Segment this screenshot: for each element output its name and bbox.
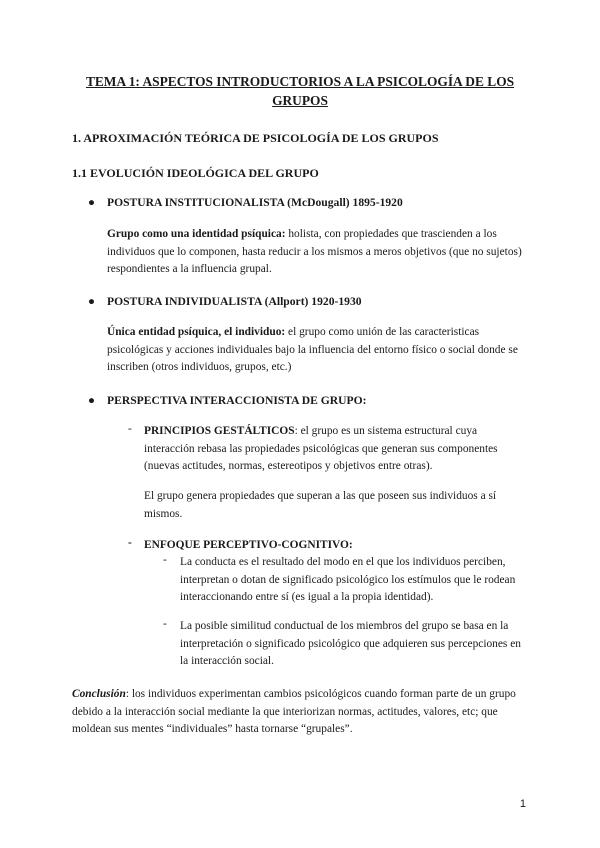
bullet-postura-institucionalista	[88, 196, 403, 209]
document-title: TEMA 1: ASPECTOS INTRODUCTORIOS A LA PSICOLOGÍA DE LOS GRUPOS	[85, 74, 515, 108]
conclusion-lead: Conclusión	[72, 688, 126, 700]
conclusion-text: : los individuos experimentan cambios psicológicos cuando forman parte de un grupo debido a la interacción social mediante la que interiorizan normas, actitudes, valores, etc; que moldean sus mentes “individuales” hasta tornarse “grupales”.	[72, 688, 516, 735]
bullet-postura-individualista	[88, 295, 362, 308]
paragraph-lead: PRINCIPIOS GESTÁLTICOS	[144, 425, 295, 437]
section-heading-1: 1. APROXIMACIÓN TEÓRICA DE PSICOLOGÍA DE LOS GRUPOS	[72, 131, 439, 145]
bullet-heading: POSTURA INDIVIDUALISTA (Allport) 1920-1930	[107, 295, 362, 308]
bullet-icon: ●	[88, 295, 96, 308]
bullet-heading: POSTURA INSTITUCIONALISTA (McDougall) 1895-1920	[107, 196, 403, 209]
paragraph-lead: Grupo como una identidad psíquica:	[107, 228, 286, 240]
paragraph-text: holista, con propiedades que trascienden a los individuos que lo componen, hasta reducir a los mismos a meros objetivos (que no sujetos) respondientes a la influencia grupal.	[107, 228, 522, 275]
dash-icon: -	[163, 618, 167, 630]
section-heading-1-1: 1.1 EVOLUCIÓN IDEOLÓGICA DEL GRUPO	[72, 166, 319, 180]
paragraph-postura-institucionalista	[107, 226, 527, 279]
dash-icon: -	[128, 423, 132, 435]
paragraph-lead: Única entidad psíquica, el individuo:	[107, 326, 286, 338]
page-number: 1	[519, 798, 526, 810]
paragraph-text: el grupo como unión de las caracteristicas psicológicas y acciones individuales bajo la influencia del entorno físico o social donde se inscriben (otros individuos, grupos, etc.)	[107, 326, 518, 373]
bullet-heading: PERSPECTIVA INTERACCIONISTA DE GRUPO:	[107, 394, 367, 407]
paragraph-conclusion	[72, 686, 528, 739]
enfoque-item-1: La conducta es el resultado del modo en el que los individuos perciben, interpretan o dotan de significado psicológico los estímulos que le rodean interaccionando entre sí (es igual a la propia identidad).	[180, 556, 516, 603]
dash-icon: -	[163, 554, 167, 566]
bullet-icon: ●	[88, 394, 96, 407]
enfoque-heading: ENFOQUE PERCEPTIVO-COGNITIVO:	[144, 539, 353, 551]
paragraph-principios-gestalticos-2: El grupo genera propiedades que superan a las que poseen sus individuos a sí mismos.	[144, 490, 497, 520]
enfoque-item-2: La posible similitud conductual de los miembros del grupo se basa en la interpretación o significado psicológico que adquieren sus percepciones en la interacción social.	[180, 620, 521, 667]
paragraph-text: : el grupo es un sistema estructural cuya interacción rebasa las propiedades psicológicas que generan sus componentes (nuevas actitudes, normas, estereotipos y objetivos entre otras).	[144, 425, 498, 472]
bullet-icon: ●	[88, 196, 96, 209]
paragraph-principios-gestalticos	[144, 423, 526, 476]
bullet-perspectiva-interaccionista	[88, 394, 367, 407]
dash-icon: -	[128, 537, 132, 549]
paragraph-postura-individualista	[107, 324, 527, 377]
